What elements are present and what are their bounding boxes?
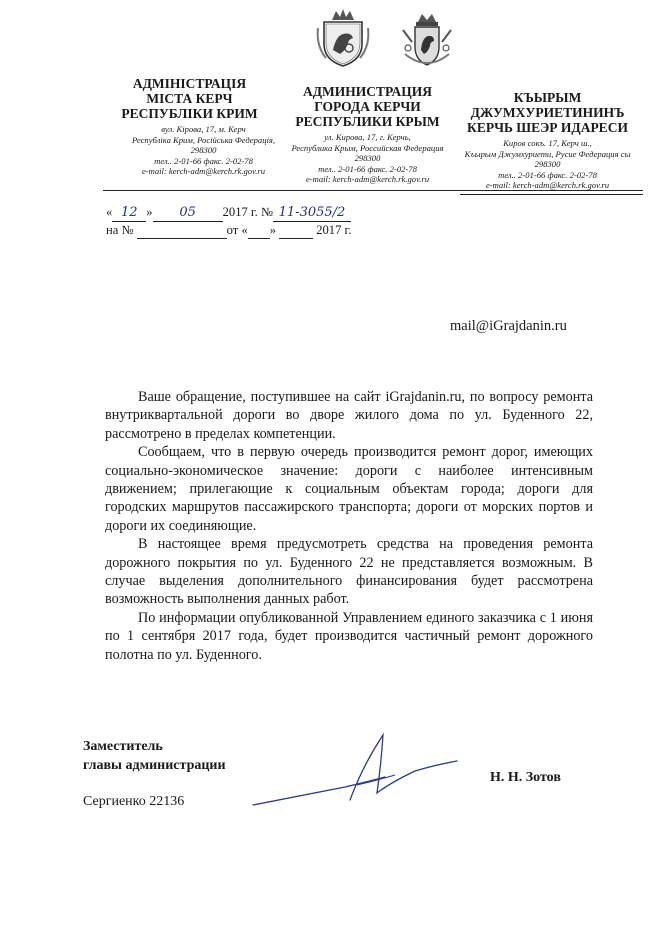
address-ru: ул. Кирова, 17, г. Керчь, Республика Крым, Российская Федерация 298300: [291, 132, 444, 163]
body-paragraph: Сообщаем, что в первую очередь производится ремонт дорог, имеющих социально-экономическое значение: дороги с наиболее интенсивным движением; прилегающие к социальным объектам города; дороги для городских маршрутов пассажирского транспорта; дороги от морских портов и дороги их соединяющие.: [105, 444, 593, 534]
body-paragraph: В настоящее время предусмотреть средства на проведения ремонта дорожного покрытия по ул. Буденного 22 не представляется возможным. В случае выделения дополнительного финансирования будет рассмотрена возможность выполнения данных работ.: [105, 536, 593, 608]
handwritten-signature: [245, 725, 465, 815]
addressee-email: mail@iGrajdanin.ru: [450, 318, 567, 334]
crimea-coat-of-arms-icon: [316, 8, 370, 68]
email-ua: e-mail: kerch-adm@kerch.rk.gov.ru: [141, 166, 266, 176]
header-ukrainian-column: [102, 76, 277, 177]
executor-info: Сергиенко 22136: [83, 794, 185, 809]
body-paragraph: По информации опубликованной Управлением единого заказчика с 1 июня по 1 сентября 2017 года, будет производится частичный ремонт дорожного полотна по ул. Буденного.: [105, 609, 593, 663]
header-divider-line: [103, 190, 643, 191]
email-tt: e-mail: kerch-adm@kerch.rk.gov.ru: [485, 180, 610, 190]
phones-ua: тел.. 2-01-66 факс. 2-02-78: [154, 155, 253, 166]
body-paragraph: Ваше обращение, поступившее на сайт iGrajdanin.ru, по вопросу ремонта внутриквартальной дороги во дворе жилого дома по ул. Буденного 22, рассмотрено в пределах компетенции.: [105, 389, 593, 442]
kerch-coat-of-arms-icon: [400, 12, 454, 72]
header-crimean-tatar-column: [460, 90, 635, 191]
address-tt: Киров сокъ. 17, Керч ш., Къырым Джумхуриети, Русие Федерация сы 298300: [464, 138, 631, 169]
signatory-position: Заместитель главы администрации: [83, 739, 226, 773]
registration-day: 12: [112, 204, 146, 222]
letter-body: [105, 388, 593, 664]
signatory-name: Н. Н. Зотов: [490, 770, 561, 785]
phones-ru: тел.. 2-01-66 факс. 2-02-78: [318, 163, 417, 174]
org-name-ua: АДМІНІСТРАЦІЯ МІСТА КЕРЧ РЕСПУБЛІКИ КРИМ: [121, 76, 258, 121]
header-russian-column: [280, 84, 455, 185]
phones-tt: тел.. 2-01-66 факс. 2-02-78: [498, 169, 597, 180]
registration-month: 05: [153, 204, 223, 222]
header-divider-line-secondary: [460, 194, 643, 195]
reply-reference-line: на № от « » 2017 г.: [106, 223, 352, 237]
org-name-ru: АДМИНИСТРАЦИЯ ГОРОДА КЕРЧИ РЕСПУБЛИКИ КРЫМ: [295, 84, 440, 129]
org-name-tt: КЪЫРЫМ ДЖУМХУРИЕТИНИНЪ КЕРЧЬ ШЕЭР ИДАРЕСИ: [467, 90, 628, 135]
registration-number: 11-3055/2: [273, 204, 351, 222]
outgoing-registration-line: « 12 » 05 2017 г. № 11-3055/2: [106, 204, 351, 222]
address-ua: вул. Кірова, 17, м. Керч Республіка Крим, Російська Федерація, 298300: [131, 124, 276, 155]
email-ru: e-mail: kerch-adm@kerch.rk.gov.ru: [305, 174, 430, 184]
